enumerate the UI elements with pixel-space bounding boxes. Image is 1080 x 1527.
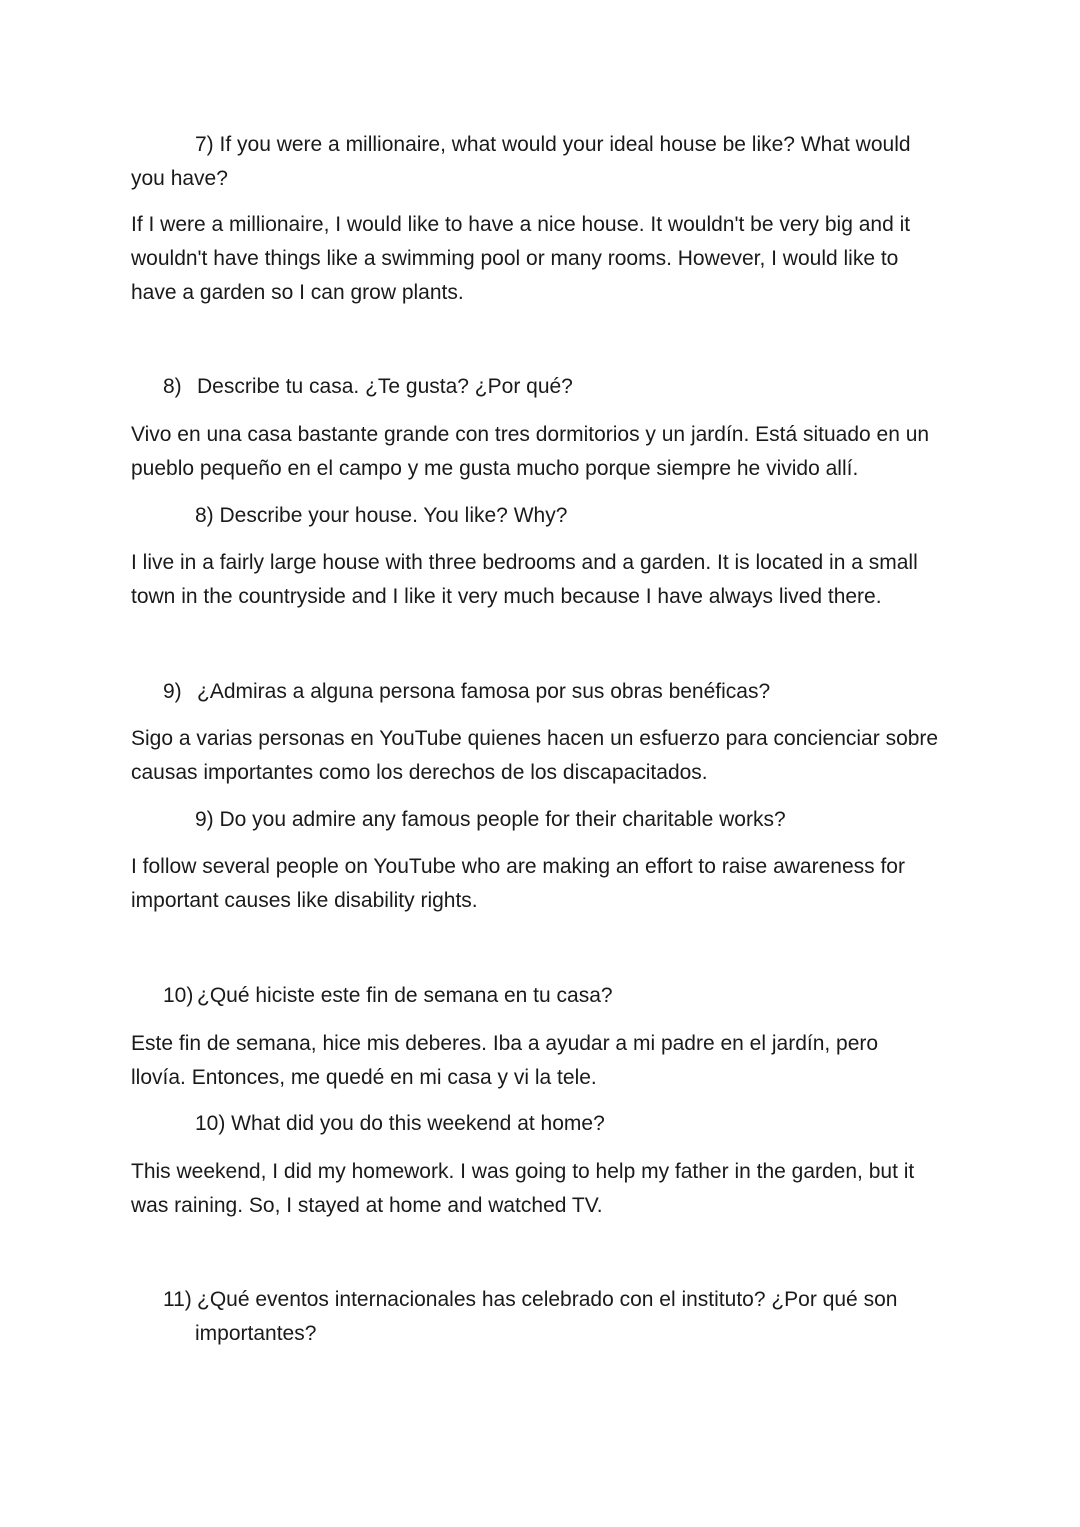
q9-english-answer-line-2: important causes like disability rights. [131,889,478,912]
q7-question-line-2: you have? [131,167,228,190]
q10-spanish-question [163,979,613,1013]
q10-spanish-question-text: ¿Qué hiciste este fin de semana en tu casa? [197,984,613,1007]
q9-spanish-answer-line-1: Sigo a varias personas en YouTube quienes hacen un esfuerzo para concienciar sobre [131,727,939,750]
q10-english-answer-line-1: This weekend, I did my homework. I was going to help my father in the garden, but it [131,1160,915,1183]
q9-spanish-question-text: ¿Admiras a alguna persona famosa por sus obras benéficas? [197,680,771,703]
q8-english-answer-line-1: I live in a fairly large house with three bedrooms and a garden. It is located in a small [131,551,918,574]
q7-answer-line-2: wouldn't have things like a swimming pool or many rooms. However, I would like to [131,247,899,270]
q9-spanish-answer-line-2: causas importantes como los derechos de los discapacitados. [131,761,708,784]
q10-spanish-answer-line-1: Este fin de semana, hice mis deberes. Iba a ayudar a mi padre en el jardín, pero [131,1032,879,1055]
q8-number: 8) [163,375,182,398]
q11-spanish-question-line-1 [163,1283,897,1317]
q8-spanish-answer-line-1: Vivo en una casa bastante grande con tres dormitorios y un jardín. Está situado en un [131,423,930,446]
q10-english-answer-line-2: was raining. So, I stayed at home and watched TV. [131,1194,603,1217]
q8-spanish-answer-line-2: pueblo pequeño en el campo y me gusta mucho porque siempre he vivido allí. [131,457,859,480]
q10-english-question: 10) What did you do this weekend at home? [195,1112,605,1135]
q11-spanish-question-line-2: importantes? [195,1322,317,1345]
q9-spanish-question [163,675,770,709]
q8-spanish-question-text: Describe tu casa. ¿Te gusta? ¿Por qué? [197,375,573,398]
q11-number: 11) [163,1288,192,1311]
q7-question-line-1: 7) If you were a millionaire, what would your ideal house be like? What would [195,133,911,156]
q8-english-question: 8) Describe your house. You like? Why? [195,504,568,527]
q9-english-answer-line-1: I follow several people on YouTube who are making an effort to raise awareness for [131,855,905,878]
q10-spanish-answer-line-2: llovía. Entonces, me quedé en mi casa y vi la tele. [131,1066,597,1089]
q11-spanish-question-text: ¿Qué eventos internacionales has celebrado con el instituto? ¿Por qué son [197,1288,898,1311]
q7-answer-line-1: If I were a millionaire, I would like to have a nice house. It wouldn't be very big and it [131,213,911,236]
q8-english-answer-line-2: town in the countryside and I like it very much because I have always lived there. [131,585,882,608]
q10-number: 10) [163,984,194,1007]
q8-spanish-question [163,370,573,404]
q7-answer-line-3: have a garden so I can grow plants. [131,281,464,304]
q9-english-question: 9) Do you admire any famous people for their charitable works? [195,808,786,831]
q9-number: 9) [163,680,182,703]
